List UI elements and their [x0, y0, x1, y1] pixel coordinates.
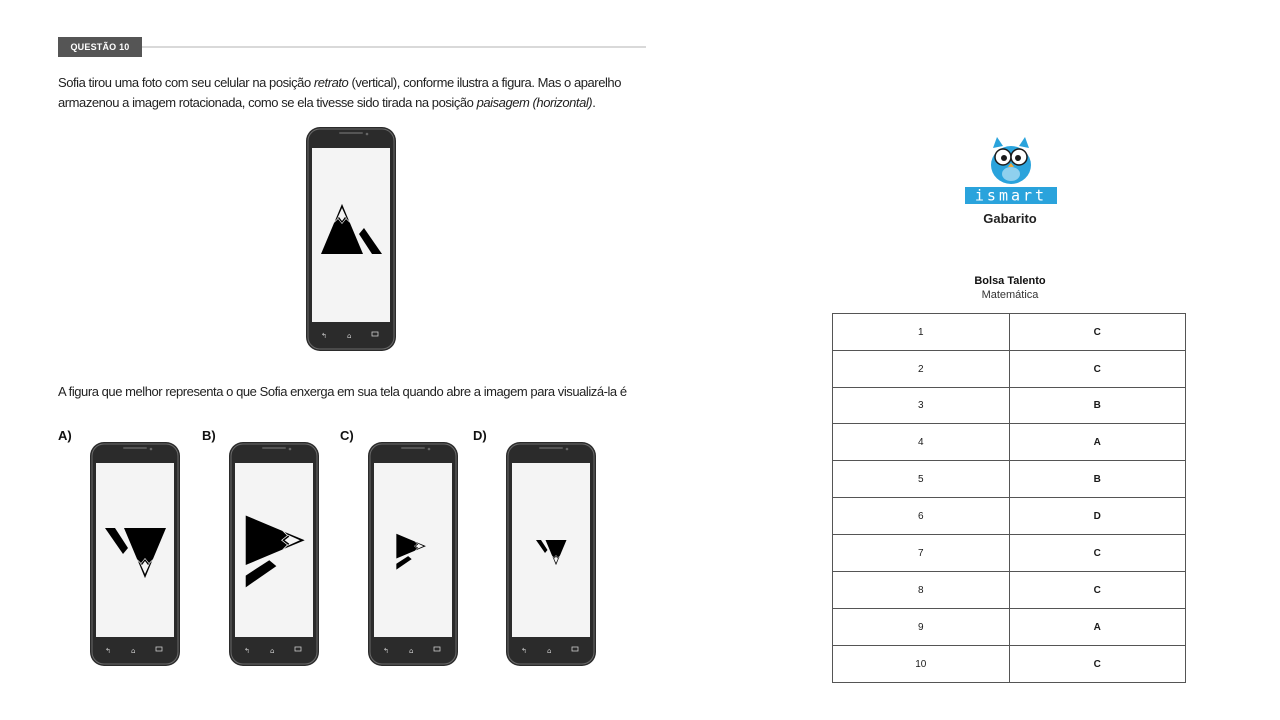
option-label-d: D): [473, 428, 487, 443]
answer-letter: D: [1009, 498, 1186, 535]
phone-option-d: [505, 440, 597, 668]
phone-portrait: [305, 126, 397, 352]
table-row: [833, 609, 1186, 646]
question-text-part1: Sofia tirou uma foto com seu celular na posição: [58, 75, 314, 90]
answer-letter: C: [1009, 314, 1186, 351]
answer-letter: A: [1009, 424, 1186, 461]
header-rule: [142, 46, 646, 48]
question-text-part2: (vertical), conforme ilustra a figura. Mas o aparelho armazenou a imagem rotacionada, como se ela tivesse sido tirada na posição: [58, 75, 621, 110]
table-row: [833, 535, 1186, 572]
question-number: 6: [833, 498, 1010, 535]
answer-table: [832, 313, 1186, 683]
phone-option-c: [367, 440, 459, 668]
question-number: 9: [833, 609, 1010, 646]
table-row: [833, 351, 1186, 388]
question-number: 10: [833, 646, 1010, 683]
question-text-italic1: retrato: [313, 75, 349, 90]
answer-letter: C: [1009, 646, 1186, 683]
program-name: Bolsa Talento: [974, 275, 1046, 287]
phone-option-b: [228, 440, 320, 668]
question-number: 5: [833, 461, 1010, 498]
answer-key-title: Gabarito: [983, 211, 1037, 226]
question-badge: QUESTÃO 10: [58, 37, 142, 57]
question-number: 4: [833, 424, 1010, 461]
answer-letter: C: [1009, 351, 1186, 388]
answer-letter: A: [1009, 609, 1186, 646]
question-number: 1: [833, 314, 1010, 351]
question-text-italic2: paisagem (horizontal): [476, 95, 593, 110]
question-number: 3: [833, 388, 1010, 424]
option-label-c: C): [340, 428, 354, 443]
answer-letter: C: [1009, 535, 1186, 572]
table-row: [833, 424, 1186, 461]
question-text: [58, 73, 658, 113]
subject-name: Matemática: [981, 289, 1039, 301]
answer-letter: B: [1009, 388, 1186, 424]
answer-letter: B: [1009, 461, 1186, 498]
brand-text: ismart: [974, 186, 1048, 205]
owl-logo-icon: [961, 133, 1061, 205]
question-number: 7: [833, 535, 1010, 572]
question-text-part3: .: [592, 95, 596, 110]
question-number: 8: [833, 572, 1010, 609]
question-prompt: A figura que melhor representa o que Sofia enxerga em sua tela quando abre a imagem para visualizá-la é: [58, 384, 627, 399]
answer-letter: C: [1009, 572, 1186, 609]
phone-option-a: [89, 440, 181, 668]
table-row: [833, 314, 1186, 351]
option-label-a: A): [58, 428, 72, 443]
table-row: [833, 646, 1186, 683]
table-row: [833, 461, 1186, 498]
option-label-b: B): [202, 428, 216, 443]
question-number: 2: [833, 351, 1010, 388]
table-row: [833, 388, 1186, 424]
table-row: [833, 572, 1186, 609]
table-row: [833, 498, 1186, 535]
question-header: [58, 37, 646, 57]
